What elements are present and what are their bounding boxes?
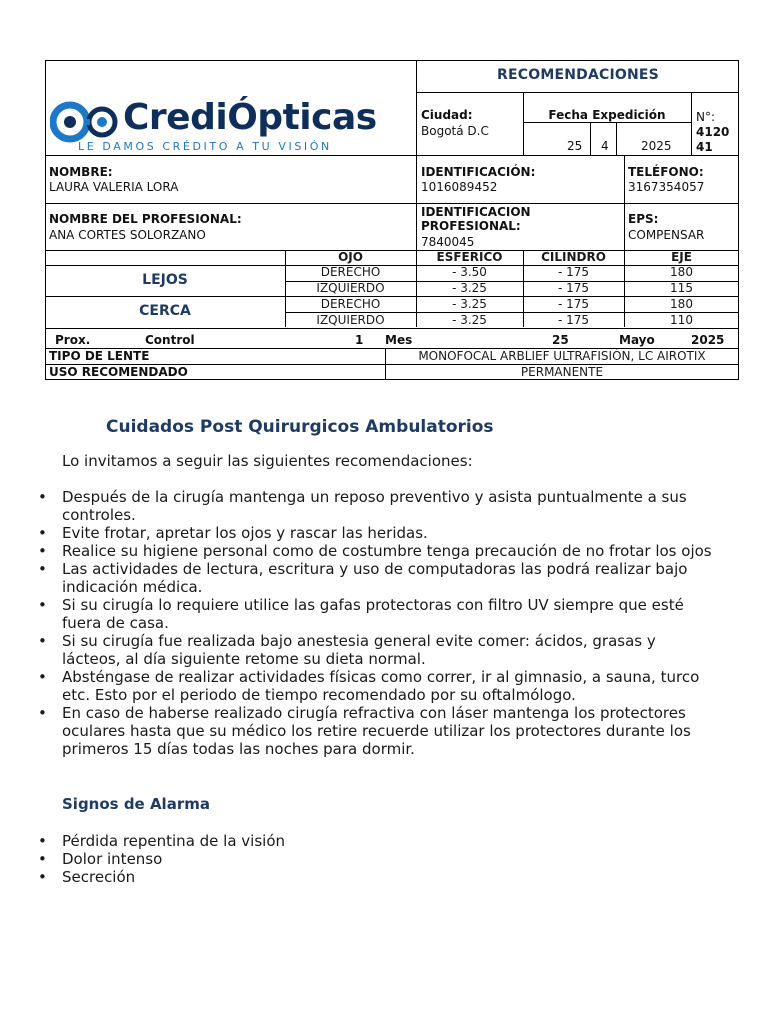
identificacion-value: 1016089452 [421, 180, 498, 194]
profesional-label: NOMBRE DEL PROFESIONAL: [49, 212, 242, 226]
fecha-label: Fecha Expedición [548, 108, 666, 122]
col-esferico: ESFERICO [436, 250, 503, 264]
row2-esferico: - 3.25 [452, 281, 487, 295]
logo-tagline: LE DAMOS CRÉDITO A TU VISIÓN [78, 140, 332, 153]
nombre-label: NOMBRE: [49, 165, 113, 179]
company-logo [50, 96, 412, 156]
bullet-icon: • [38, 850, 47, 868]
bullet-icon: • [38, 832, 47, 850]
row1-eje: 180 [670, 265, 693, 279]
id-profesional-label-1: IDENTIFICACION [421, 205, 531, 219]
row4-esferico: - 3.25 [452, 313, 487, 327]
list-item: • Las actividades de lectura, escritura y uso de computadoras las podrá realizar bajo indicación médica. [38, 560, 688, 596]
bullet-icon: • [38, 542, 47, 560]
row4-eje: 110 [670, 313, 693, 327]
bullet-icon: • [38, 668, 47, 686]
eps-value: COMPENSAR [628, 228, 705, 242]
row1-cilindro: - 175 [557, 265, 590, 279]
care-list [38, 488, 718, 758]
bullet-icon: • [38, 704, 47, 722]
alarm-title: Signos de Alarma [62, 795, 210, 813]
list-item: • Pérdida repentina de la visión [38, 832, 286, 850]
row3-cilindro: - 175 [557, 297, 590, 311]
bullet-icon: • [38, 524, 47, 542]
row3-esferico: - 3.25 [452, 297, 487, 311]
numero-value-2: 41 [696, 140, 713, 154]
doc-title: RECOMENDACIONES [497, 67, 659, 83]
bullet-icon: • [38, 632, 47, 650]
prescription-form [45, 60, 739, 380]
tipo-lente-value: MONOFOCAL ARBLIEF ULTRAFISIÓN, LC AIROTIX [418, 349, 706, 363]
list-item: • Después de la cirugía mantenga un reposo preventivo y asista puntualmente a sus controles. [38, 488, 687, 524]
nombre-value: LAURA VALERIA LORA [49, 180, 179, 194]
fecha-dia: 25 [567, 139, 583, 153]
row2-cilindro: - 175 [557, 281, 590, 295]
cerca-label: CERCA [139, 303, 191, 319]
control-label: Control [145, 333, 195, 347]
control-dia: 25 [552, 333, 569, 347]
identificacion-label: IDENTIFICACIÓN: [421, 165, 536, 179]
col-eje: EJE [671, 250, 692, 264]
ciudad-value: Bogotá D.C [421, 124, 489, 138]
uso-value: PERMANENTE [520, 365, 604, 379]
alarm-list [38, 832, 718, 886]
telefono-label: TELÉFONO: [628, 165, 704, 179]
id-profesional-value: 7840045 [421, 235, 475, 249]
row1-esferico: - 3.50 [452, 265, 487, 279]
section-title: Cuidados Post Quirurgicos Ambulatorios [106, 417, 494, 437]
bullet-icon: • [38, 596, 47, 614]
profesional-value: ANA CORTES SOLORZANO [49, 228, 206, 242]
list-item: • Secreción [38, 868, 136, 886]
row2-ojo: IZQUIERDO [316, 281, 385, 295]
col-ojo: OJO [338, 250, 363, 264]
eps-label: EPS: [628, 212, 659, 226]
control-mes: Mayo [619, 333, 655, 347]
list-item: • Si su cirugía lo requiere utilice las gafas protectoras con filtro UV siempre que esté fuera de casa. [38, 596, 684, 632]
id-profesional-label-2: PROFESIONAL: [421, 219, 521, 233]
bullet-icon: • [38, 560, 47, 578]
control-anio: 2025 [691, 333, 725, 347]
row4-cilindro: - 175 [557, 313, 590, 327]
fecha-mes: 4 [601, 139, 609, 153]
uso-label: USO RECOMENDADO [49, 365, 188, 379]
logo-wordmark: CrediÓpticas [123, 97, 377, 138]
row4-ojo: IZQUIERDO [316, 313, 385, 327]
telefono-value: 3167354057 [628, 180, 705, 194]
lejos-label: LEJOS [142, 272, 188, 288]
list-item: • Dolor intenso [38, 850, 163, 868]
control-cantidad: 1 [355, 333, 364, 347]
numero-label: N°: [696, 110, 716, 124]
prox-label: Prox. [55, 333, 91, 347]
list-item: • Si su cirugía fue realizada bajo anestesia general evite comer: ácidos, grasas y lácteos, al día siguiente retome su dieta normal. [38, 632, 656, 668]
row2-eje: 115 [670, 281, 693, 295]
intro-text: Lo invitamos a seguir las siguientes recomendaciones: [62, 452, 473, 470]
list-item: • Realice su higiene personal como de costumbre tenga precaución de no frotar los ojos [38, 542, 712, 560]
ciudad-label: Ciudad: [421, 108, 473, 122]
list-item: • Absténgase de realizar actividades físicas como correr, ir al gimnasio, a sauna, turco etc. Esto por el periodo de tiempo recomendado por su oftalmólogo. [38, 668, 700, 704]
row3-ojo: DERECHO [320, 297, 381, 311]
row3-eje: 180 [670, 297, 693, 311]
col-cilindro: CILINDRO [541, 250, 606, 264]
bullet-icon: • [38, 488, 47, 506]
bullet-icon: • [38, 868, 47, 886]
numero-value-1: 4120 [696, 125, 730, 139]
list-item: • Evite frotar, apretar los ojos y rascar las heridas. [38, 524, 428, 542]
tipo-lente-label: TIPO DE LENTE [49, 349, 150, 363]
control-unidad: Mes [385, 333, 413, 347]
fecha-anio: 2025 [641, 139, 672, 153]
list-item: • En caso de haberse realizado cirugía refractiva con láser mantenga los protectores oculares hasta que su médico los retire recuerde utilizar los protectores durante los primeros 15 días todas las noches para dormir. [38, 704, 691, 758]
row1-ojo: DERECHO [320, 265, 381, 279]
